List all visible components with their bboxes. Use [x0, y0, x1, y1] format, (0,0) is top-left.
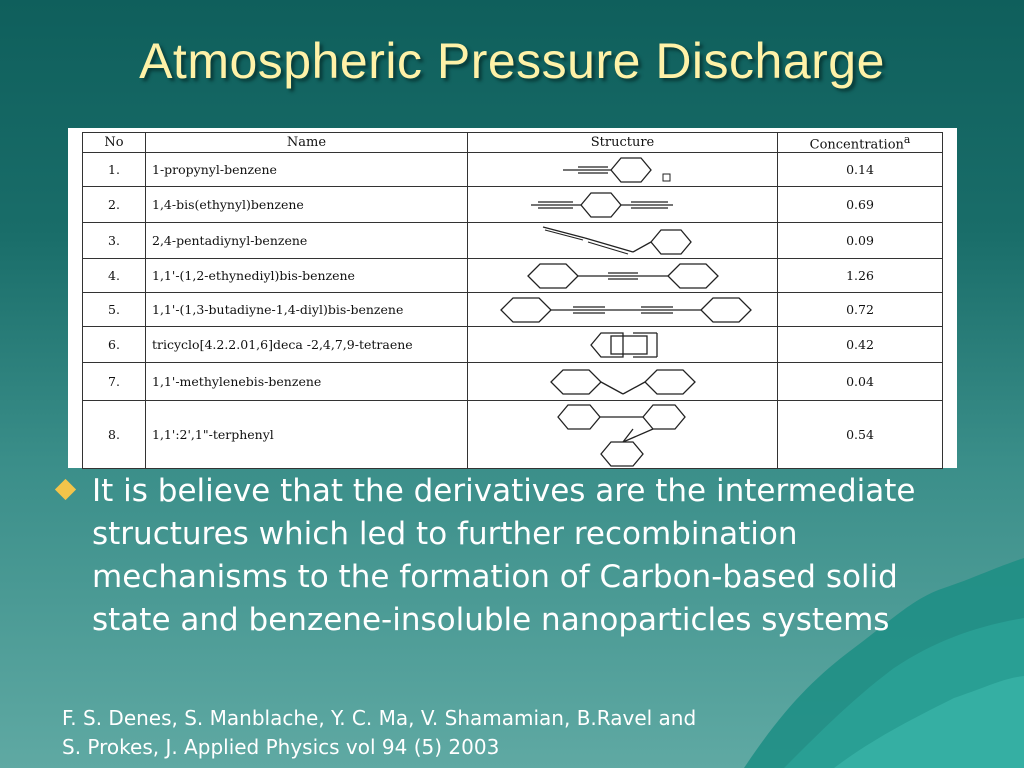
table-header-row: [83, 133, 943, 153]
bullet-text: It is believe that the derivatives are the intermediate structures which led to further recombination mechanisms to the formation of Carbon-based solid state and benzene-insoluble nanoparticles systems: [92, 473, 916, 638]
row-name: 1,1'-methylenebis-benzene: [146, 363, 468, 401]
structure-1-propynyl-benzene: [468, 153, 778, 187]
compound-table-image: [68, 128, 957, 468]
header-no: No: [83, 133, 146, 153]
header-structure: Structure: [468, 133, 778, 153]
row-concentration: 0.42: [778, 327, 943, 363]
table-row: [83, 153, 943, 187]
row-no: 6.: [83, 327, 146, 363]
table-row: [83, 223, 943, 259]
slide-title: Atmospheric Pressure Discharge: [139, 33, 885, 89]
row-name: 1,1':2',1"-terphenyl: [146, 401, 468, 469]
table-row: [83, 327, 943, 363]
table-row: [83, 293, 943, 327]
table-row: [83, 363, 943, 401]
row-no: 4.: [83, 259, 146, 293]
structure-ethynediyl-bis-benzene: [468, 259, 778, 293]
row-name: 2,4-pentadiynyl-benzene: [146, 223, 468, 259]
table-row: [83, 187, 943, 223]
structure-pentadiynyl-benzene: [468, 223, 778, 259]
row-name: tricyclo[4.2.2.01,6]deca -2,4,7,9-tetraene: [146, 327, 468, 363]
structure-terphenyl: [468, 401, 778, 469]
row-concentration: 1.26: [778, 259, 943, 293]
row-concentration: 0.72: [778, 293, 943, 327]
row-concentration: 0.69: [778, 187, 943, 223]
structure-tricyclo-tetraene: [468, 327, 778, 363]
row-name: 1,4-bis(ethynyl)benzene: [146, 187, 468, 223]
row-concentration: 0.54: [778, 401, 943, 469]
structure-butadiyne-bis-benzene: [468, 293, 778, 327]
row-concentration: 0.04: [778, 363, 943, 401]
header-concentration-label: Concentration: [809, 137, 904, 153]
header-concentration-sup: a: [903, 133, 911, 146]
row-no: 1.: [83, 153, 146, 187]
table-row: [83, 401, 943, 469]
row-no: 3.: [83, 223, 146, 259]
table-row: [83, 259, 943, 293]
row-concentration: 0.09: [778, 223, 943, 259]
citation: F. S. Denes, S. Manblache, Y. C. Ma, V. Shamamian, B.Ravel and S. Prokes, J. Applied Physics vol 94 (5) 2003: [62, 706, 697, 759]
structure-bis-ethynyl-benzene: [468, 187, 778, 223]
row-name: 1,1'-(1,3-butadiyne-1,4-diyl)bis-benzene: [146, 293, 468, 327]
row-no: 5.: [83, 293, 146, 327]
row-no: 8.: [83, 401, 146, 469]
row-no: 7.: [83, 363, 146, 401]
row-concentration: 0.14: [778, 153, 943, 187]
row-name: 1,1'-(1,2-ethynediyl)bis-benzene: [146, 259, 468, 293]
header-concentration: [778, 133, 943, 153]
header-name: Name: [146, 133, 468, 153]
row-name: 1-propynyl-benzene: [146, 153, 468, 187]
compound-table: [82, 132, 943, 469]
structure-methylenebis-benzene: [468, 363, 778, 401]
diamond-bullet-icon: [55, 479, 76, 500]
bullet-point: [58, 470, 958, 642]
row-no: 2.: [83, 187, 146, 223]
